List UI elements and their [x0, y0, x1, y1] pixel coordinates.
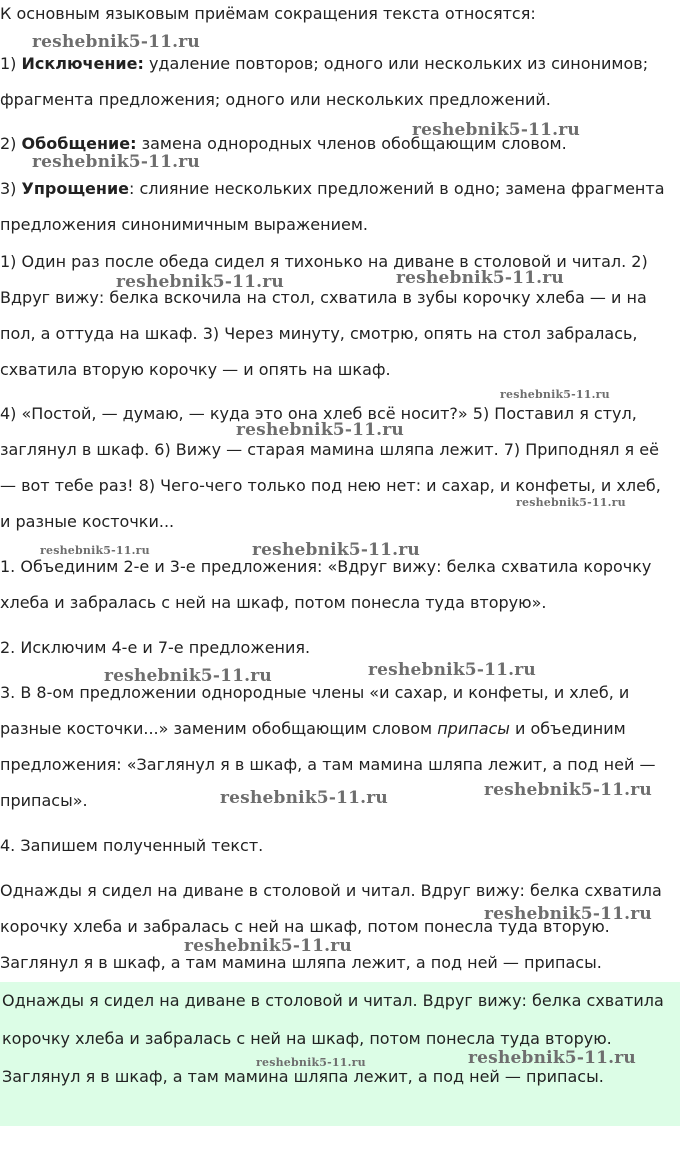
step-1: 1. Объединим 2-е и 3-е предложения: «Вдруг вижу: белка схватила корочку хлеба и забралась с ней на шкаф, потом понесла туда вторую». — [0, 557, 652, 612]
watermark: reshebnik5-11.ru — [236, 420, 404, 440]
rule-term: Исключение: — [21, 54, 144, 73]
rule-1 — [0, 46, 676, 118]
rule-3 — [0, 171, 676, 243]
source-paragraph-1: 1) Один раз после обеда сидел я тихонько на диване в столовой и читал. 2) Вдруг вижу: белка вскочила на стол, схватила в зубы корочку хлеба — и на пол, а оттуда на шкаф. 3) Через минуту, смотрю, опять на стол забралась, схватила вторую корочку — и опять на шкаф. — [0, 252, 648, 379]
watermark: reshebnik5-11.ru — [484, 780, 652, 800]
watermark: reshebnik5-11.ru — [32, 152, 200, 172]
source-paragraph-2: 4) «Постой, — думаю, — куда это она хлеб всё носит?» 5) Поставил я стул, заглянул в шкаф. 6) Вижу — старая мамина шляпа лежит. 7) Приподнял я её — вот тебе раз! 8) Чего-чего только под нею нет: и сахар, и конфеты, и хлеб, и разные косточки... — [0, 404, 661, 531]
watermark: reshebnik5-11.ru — [468, 1048, 636, 1068]
intro-block — [0, 2, 676, 26]
rule-number: 3) — [0, 179, 22, 198]
watermark: reshebnik5-11.ru — [32, 32, 200, 52]
step-3: 3. В 8-ом предложении однородные члены «и сахар, и конфеты, и хлеб, и разные косточки...» заменим обобщающим словом припасы и объединим предложения: «Заглянул я в шкаф, а там мамина шляпа лежит, а под ней — припасы». — [0, 683, 656, 810]
intro-text: К основным языковым приёмам сокращения текста относятся: — [0, 4, 536, 23]
step-2: 2. Исключим 4-е и 7-е предложения. — [0, 638, 311, 657]
watermark: reshebnik5-11.ru — [220, 788, 388, 808]
watermark: reshebnik5-11.ru — [500, 388, 610, 401]
result-text: Однажды я сидел на диване в столовой и читал. Вдруг вижу: белка схватила корочку хлеба и забралась с ней на шкаф, потом понесла туда вторую. Заглянул я в шкаф, а там мамина шляпа лежит, а под ней — припасы. — [0, 881, 662, 972]
watermark: reshebnik5-11.ru — [40, 544, 150, 557]
rule-desc: замена однородных членов обобщающим словом. — [136, 134, 567, 153]
watermark: reshebnik5-11.ru — [104, 666, 272, 686]
rule-term: Упрощение — [21, 179, 130, 198]
watermark: reshebnik5-11.ru — [396, 268, 564, 288]
watermark: reshebnik5-11.ru — [184, 936, 352, 956]
watermark: reshebnik5-11.ru — [116, 272, 284, 292]
watermark: reshebnik5-11.ru — [252, 540, 420, 560]
rule-number: 2) — [0, 134, 22, 153]
watermark: reshebnik5-11.ru — [368, 660, 536, 680]
answer-text: Однажды я сидел на диване в столовой и читал. Вдруг вижу: белка схватила корочку хлеба и забралась с ней на шкаф, потом понесла туда вторую. Заглянул я в шкаф, а там мамина шляпа лежит, а под ней — припасы. — [2, 991, 664, 1086]
rule-desc: удаление повторов; одного или нескольких из синонимов; фрагмента предложения; одного или нескольких предложений. — [0, 54, 649, 109]
watermark: reshebnik5-11.ru — [412, 120, 580, 140]
rule-number: 1) — [0, 54, 22, 73]
step-4: 4. Запишем полученный текст. — [0, 836, 264, 855]
generalizing-word: припасы — [437, 719, 510, 738]
rule-term: Обобщение: — [21, 134, 137, 153]
rule-desc: : слияние нескольких предложений в одно; замена фрагмента предложения синонимичным выражением. — [0, 179, 665, 234]
watermark: reshebnik5-11.ru — [256, 1056, 366, 1069]
watermark: reshebnik5-11.ru — [484, 904, 652, 924]
watermark: reshebnik5-11.ru — [516, 496, 626, 509]
